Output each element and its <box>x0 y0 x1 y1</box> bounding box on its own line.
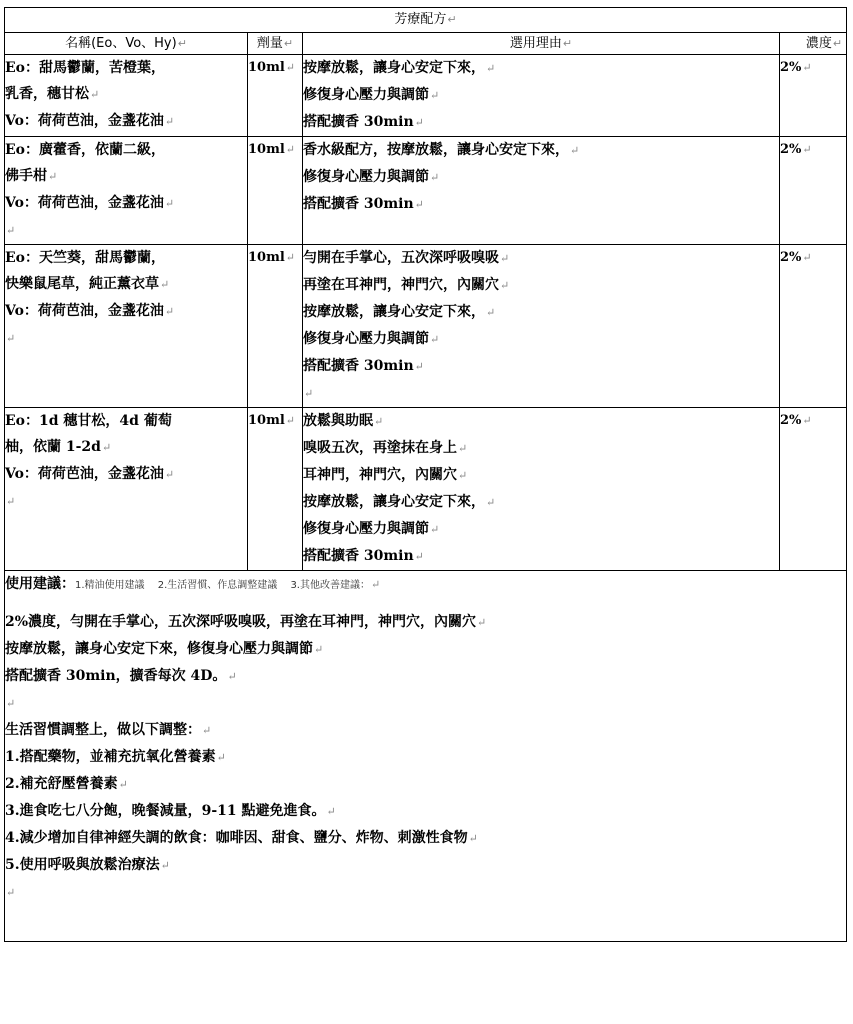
usage-line: 生活習慣調整上，做以下調整：↵ <box>5 722 212 738</box>
usage-line: 2%濃度，勻開在手掌心，五次深呼吸嗅吸，再塗在耳神門，神門穴，內關穴↵ <box>5 614 487 630</box>
formula-line: Vo：荷荷芭油，金盞花油↵ <box>5 303 175 319</box>
usage-advice-heading <box>5 571 846 599</box>
return-arrow-icon: ↵ <box>6 886 16 899</box>
usage-row <box>5 571 847 942</box>
return-arrow-icon: ↵ <box>304 387 314 400</box>
formula-line: 乳香，穗甘松↵ <box>5 86 100 102</box>
header-concentration: 濃度↵ <box>780 33 847 55</box>
return-arrow-icon: ↵ <box>285 61 296 74</box>
reason-line: 搭配擴香 30min↵ <box>303 196 424 212</box>
return-arrow-icon: ↵ <box>6 697 16 710</box>
reason-line: 放鬆與助眠↵ <box>303 413 384 429</box>
table-row <box>5 137 847 245</box>
usage-line: 按摩放鬆，讓身心安定下來，修復身心壓力與調節↵ <box>5 641 324 657</box>
return-arrow-icon: ↵ <box>164 305 175 318</box>
return-arrow-icon: ↵ <box>160 278 170 291</box>
formula-name-cell <box>5 245 248 408</box>
return-arrow-icon: ↵ <box>164 468 175 481</box>
formula-line <box>5 488 247 515</box>
return-arrow-icon: ↵ <box>430 523 440 536</box>
usage-advice-cell <box>5 571 847 942</box>
return-arrow-icon: ↵ <box>458 442 468 455</box>
dose-cell: 10ml↵ <box>248 137 303 245</box>
return-arrow-icon: ↵ <box>285 414 296 427</box>
formula-line: Eo：天竺葵，甜馬鬱蘭， <box>5 250 166 266</box>
usage-advice-label: 使用建議： <box>5 576 75 592</box>
table-row <box>5 408 847 571</box>
dose-cell: 10ml↵ <box>248 55 303 137</box>
usage-line <box>5 690 846 717</box>
reason-line: 耳神門，神門穴，內關穴↵ <box>303 467 468 483</box>
usage-line: 3.進食吃七八分飽，晚餐減量，9-11 點避免進食。↵ <box>5 803 336 819</box>
return-arrow-icon: ↵ <box>202 724 212 737</box>
usage-line: 搭配擴香 30min，擴香每次 4D。↵ <box>5 668 237 684</box>
reason-line: 修復身心壓力與調節↵ <box>303 331 440 347</box>
header-name: 名稱(Eo、Vo、Hy)↵ <box>5 33 248 55</box>
reason-cell <box>303 408 780 571</box>
reason-line: 嗅吸五次，再塗抹在身上↵ <box>303 440 468 456</box>
return-arrow-icon: ↵ <box>832 37 843 50</box>
reason-line: 勻開在手掌心，五次深呼吸嗅吸↵ <box>303 250 510 266</box>
return-arrow-icon: ↵ <box>458 469 468 482</box>
return-arrow-icon: ↵ <box>283 37 294 50</box>
concentration-cell: 2%↵ <box>780 245 847 408</box>
return-arrow-icon: ↵ <box>370 578 381 591</box>
dose-cell: 10ml↵ <box>248 245 303 408</box>
header-reason: 選用理由↵ <box>303 33 780 55</box>
return-arrow-icon: ↵ <box>160 859 170 872</box>
return-arrow-icon: ↵ <box>477 616 487 629</box>
return-arrow-icon: ↵ <box>374 415 384 428</box>
reason-line: 搭配擴香 30min↵ <box>303 358 424 374</box>
reason-line: 搭配擴香 30min↵ <box>303 548 424 564</box>
return-arrow-icon: ↵ <box>90 88 100 101</box>
concentration-cell: 2%↵ <box>780 408 847 571</box>
return-arrow-icon: ↵ <box>285 143 296 156</box>
return-arrow-icon: ↵ <box>48 170 58 183</box>
reason-line: 修復身心壓力與調節↵ <box>303 87 440 103</box>
return-arrow-icon: ↵ <box>802 143 812 156</box>
return-arrow-icon: ↵ <box>326 805 336 818</box>
return-arrow-icon: ↵ <box>216 751 226 764</box>
return-arrow-icon: ↵ <box>414 198 424 211</box>
return-arrow-icon: ↵ <box>285 251 296 264</box>
table-row <box>5 245 847 408</box>
return-arrow-icon: ↵ <box>802 414 812 427</box>
reason-line: 修復身心壓力與調節↵ <box>303 521 440 537</box>
return-arrow-icon: ↵ <box>6 224 16 237</box>
return-arrow-icon: ↵ <box>164 197 175 210</box>
formula-name-cell <box>5 55 248 137</box>
reason-line: 香水級配方，按摩放鬆，讓身心安定下來，↵ <box>303 142 580 158</box>
return-arrow-icon: ↵ <box>500 252 510 265</box>
formula-line: Vo：荷荷芭油，金盞花油↵ <box>5 113 175 129</box>
usage-line: 2.補充舒壓營養素↵ <box>5 776 128 792</box>
formula-name-cell <box>5 137 248 245</box>
reason-cell <box>303 137 780 245</box>
formula-line <box>5 217 247 244</box>
formula-line: 佛手柑↵ <box>5 168 58 184</box>
return-arrow-icon: ↵ <box>430 171 440 184</box>
formula-line: Eo：廣藿香，依蘭二級， <box>5 142 166 158</box>
return-arrow-icon: ↵ <box>486 496 496 509</box>
return-arrow-icon: ↵ <box>164 115 175 128</box>
return-arrow-icon: ↵ <box>101 441 112 454</box>
return-arrow-icon: ↵ <box>570 144 580 157</box>
return-arrow-icon: ↵ <box>430 89 440 102</box>
return-arrow-icon: ↵ <box>6 495 16 508</box>
usage-line: 1.搭配藥物，並補充抗氧化營養素↵ <box>5 749 226 765</box>
usage-advice-options: 1.精油使用建議 2.生活習慣、作息調整建議 3.其他改善建議： <box>75 580 370 591</box>
aromatherapy-formula-table <box>4 7 847 942</box>
return-arrow-icon: ↵ <box>227 670 237 683</box>
header-dose: 劑量↵ <box>248 33 303 55</box>
reason-line: 修復身心壓力與調節↵ <box>303 169 440 185</box>
concentration-cell: 2%↵ <box>780 137 847 245</box>
reason-line: 按摩放鬆，讓身心安定下來，↵ <box>303 60 496 76</box>
table-title-text: 芳療配方 <box>394 12 447 27</box>
return-arrow-icon: ↵ <box>314 643 324 656</box>
formula-line: Eo：1d 穗甘松，4d 葡萄 <box>5 413 172 429</box>
return-arrow-icon: ↵ <box>414 550 424 563</box>
return-arrow-icon: ↵ <box>802 251 812 264</box>
return-arrow-icon: ↵ <box>414 360 424 373</box>
reason-line: 搭配擴香 30min↵ <box>303 114 424 130</box>
return-arrow-icon: ↵ <box>500 279 510 292</box>
return-arrow-icon: ↵ <box>177 37 187 50</box>
return-arrow-icon: ↵ <box>6 332 16 345</box>
return-arrow-icon: ↵ <box>430 333 440 346</box>
table-row <box>5 55 847 137</box>
return-arrow-icon: ↵ <box>802 61 812 74</box>
return-arrow-icon: ↵ <box>414 116 424 129</box>
usage-line <box>5 879 846 906</box>
formula-name-cell <box>5 408 248 571</box>
reason-line <box>303 380 779 407</box>
reason-line: 按摩放鬆，讓身心安定下來，↵ <box>303 304 496 320</box>
return-arrow-icon: ↵ <box>562 37 573 50</box>
usage-line: 4.減少增加自律神經失調的飲食：咖啡因、甜食、鹽分、炸物、刺激性食物↵ <box>5 830 478 846</box>
return-arrow-icon: ↵ <box>447 13 457 26</box>
return-arrow-icon: ↵ <box>468 832 478 845</box>
reason-cell <box>303 55 780 137</box>
table-title <box>5 8 847 33</box>
formula-line: Vo：荷荷芭油，金盞花油↵ <box>5 195 175 211</box>
reason-cell <box>303 245 780 408</box>
return-arrow-icon: ↵ <box>118 778 128 791</box>
formula-line: 快樂鼠尾草，純正薰衣草↵ <box>5 276 170 292</box>
formula-line: Eo：甜馬鬱蘭，苦橙葉， <box>5 60 166 76</box>
formula-line: 柚，依蘭 1-2d↵ <box>5 439 112 455</box>
reason-line: 按摩放鬆，讓身心安定下來，↵ <box>303 494 496 510</box>
formula-line: Vo：荷荷芭油，金盞花油↵ <box>5 466 175 482</box>
formula-line <box>5 325 247 352</box>
reason-line: 再塗在耳神門，神門穴，內關穴↵ <box>303 277 510 293</box>
return-arrow-icon: ↵ <box>486 306 496 319</box>
dose-cell: 10ml↵ <box>248 408 303 571</box>
usage-line: 5.使用呼吸與放鬆治療法↵ <box>5 857 170 873</box>
return-arrow-icon: ↵ <box>486 62 496 75</box>
header-row <box>5 33 847 55</box>
concentration-cell: 2%↵ <box>780 55 847 137</box>
